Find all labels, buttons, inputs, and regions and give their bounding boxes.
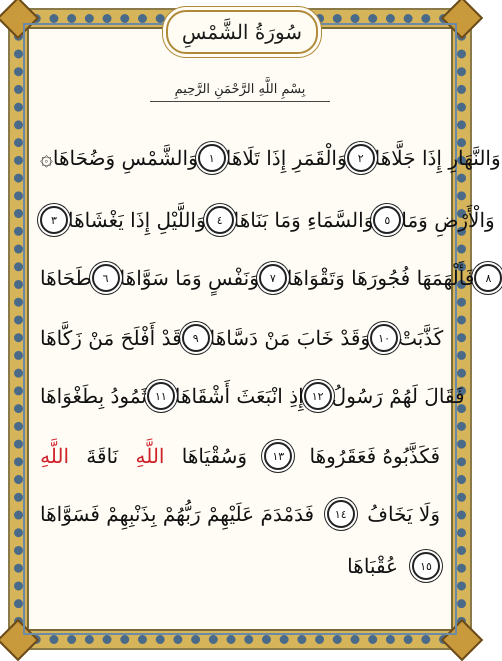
verse-line-8 <box>40 546 440 586</box>
verse-text: كَذَّبَتْ <box>398 326 444 350</box>
verse-text: وَالنَّهَارِ إِذَا جَلَّاهَا <box>374 146 501 170</box>
verse-text: عُقْبَاهَا <box>347 554 398 578</box>
verse-text: فَدَمْدَمَ عَلَيْهِمْ رَبُّهُمْ بِذَنْبِهِمْ فَسَوَّاهَا <box>40 502 315 526</box>
verse-text: وَاللَّيْلِ إِذَا يَغْشَاهَا <box>68 208 206 232</box>
surah-title-cartouche <box>166 10 318 54</box>
verse-text: فَأَلْهَمَهَا فُجُورَهَا وَتَقْوَاهَا <box>286 266 475 290</box>
divine-name-text: اللَّهِ <box>135 444 165 468</box>
verse-line-4 <box>40 318 444 358</box>
verse-text: وَلَا يَخَافُ <box>367 502 440 526</box>
ayah-number-marker: ۱۱ <box>147 382 175 410</box>
ruku-mark-icon: ۞ <box>40 145 53 171</box>
ayah-number-marker: ۳ <box>40 206 68 234</box>
ayah-number-marker: ۱۳ <box>264 442 292 470</box>
verse-line-5 <box>40 376 465 416</box>
verse-text: وَالْأَرْضِ وَمَا <box>401 208 495 232</box>
verse-text: وَالشَّمْسِ وَضُحَاهَا <box>52 146 198 170</box>
ayah-number-marker: ۱ <box>198 144 226 172</box>
corner-ornament <box>441 0 483 39</box>
verse-text: وَالسَّمَاءِ وَمَا بَنَاهَا <box>233 208 374 232</box>
corner-ornament <box>0 0 39 39</box>
verse-text: وَقَدْ خَابَ مَنْ دَسَّاهَا <box>209 326 371 350</box>
verse-text: فَكَذَّبُوهُ فَعَقَرُوهَا <box>309 444 440 468</box>
ayah-number-marker: ۱٥ <box>412 552 440 580</box>
verse-text: فَقَالَ لَهُمْ رَسُولُ <box>331 384 465 408</box>
verse-text: إِذِ انْبَعَثَ أَشْقَاهَا <box>174 384 304 408</box>
verse-text: نَاقَةَ <box>86 444 119 468</box>
ayah-number-marker: ۹ <box>182 324 210 352</box>
corner-ornament <box>0 619 39 661</box>
verse-line-7 <box>40 494 440 534</box>
verse-text: ثَمُودُ بِطَغْوَاهَا <box>40 384 147 408</box>
verse-line-3 <box>40 258 492 298</box>
verse-text: وَنَفْسٍ وَمَا سَوَّاهَا <box>119 266 259 290</box>
verse-line-1 <box>40 138 501 178</box>
ayah-number-marker: ٥ <box>373 206 401 234</box>
verse-text: وَسُقْيَاهَا <box>181 444 248 468</box>
ayah-number-marker: ۸ <box>474 264 502 292</box>
ayah-number-marker: ۷ <box>259 264 287 292</box>
verse-line-2 <box>40 200 495 240</box>
surah-title: سُورَةُ الشَّمْسِ <box>181 20 303 44</box>
corner-ornament <box>441 619 483 661</box>
ayah-number-marker: ٤ <box>206 206 234 234</box>
basmala: بِسْمِ اللَّهِ الرَّحْمَنِ الرَّحِيمِ <box>150 82 330 102</box>
verse-text: قَدْ أَفْلَحَ مَنْ زَكَّاهَا <box>40 326 182 350</box>
ayah-number-marker: ۱۰ <box>370 324 398 352</box>
ayah-number-marker: ٦ <box>92 264 120 292</box>
ayah-number-marker: ۱٤ <box>327 500 355 528</box>
ayah-number-marker: ۲ <box>347 144 375 172</box>
verse-text: طَحَاهَا <box>40 266 92 290</box>
verse-text: وَالْقَمَرِ إِذَا تَلَاهَا <box>225 146 347 170</box>
verse-line-6 <box>40 436 440 476</box>
divine-name-text: اللَّهِ <box>40 444 70 468</box>
ayah-number-marker: ۱۲ <box>304 382 332 410</box>
